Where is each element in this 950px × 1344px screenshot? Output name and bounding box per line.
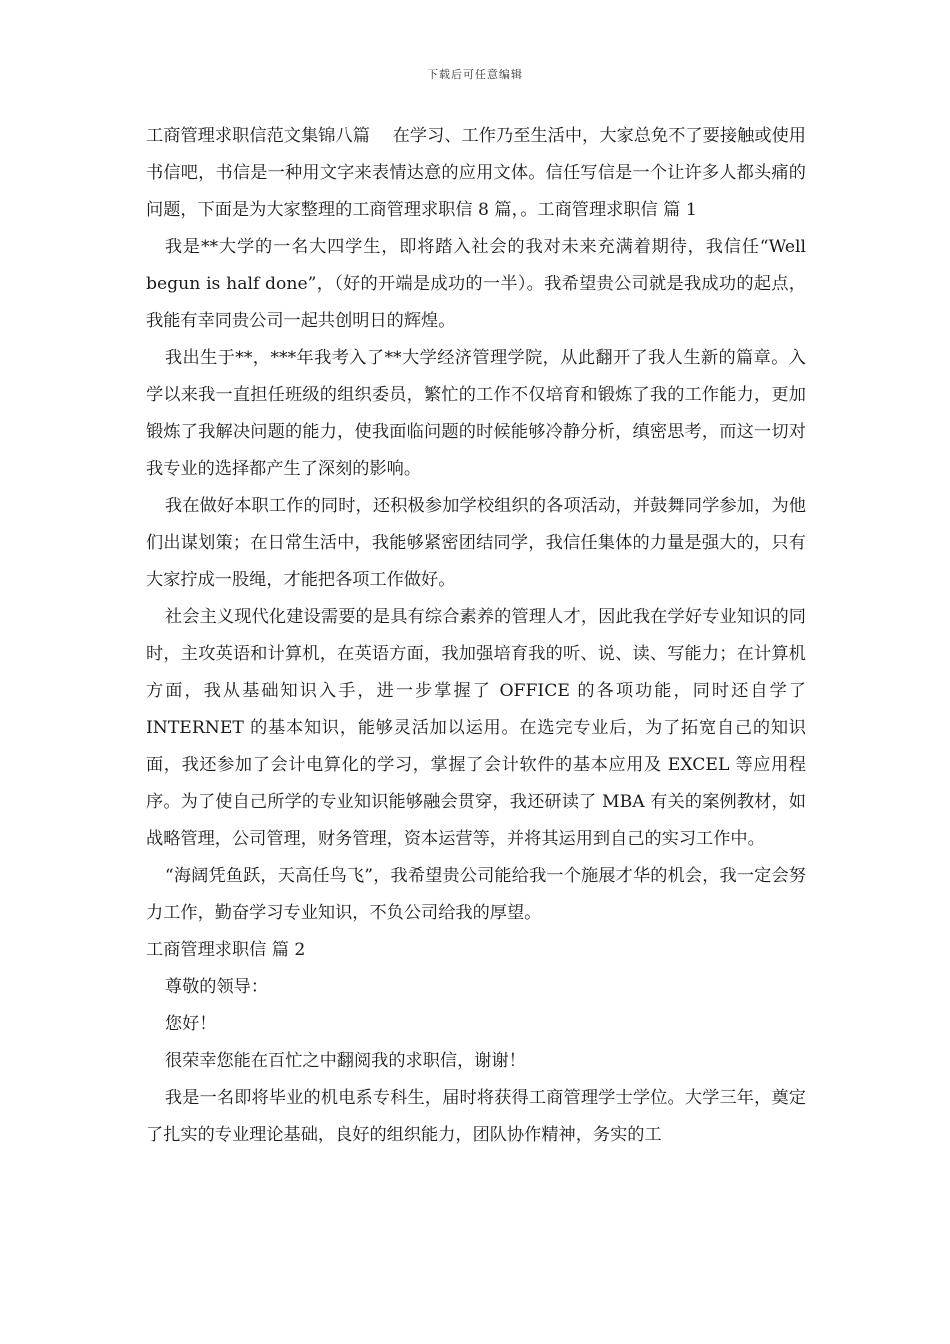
letter1-paragraph-5: “海阔凭鱼跃，天高任鸟飞”，我希望贵公司能给我一个施展才华的机会，我一定会努力工作，勤奋学习专业知识，不负公司给我的厚望。 — [146, 866, 806, 923]
page-header-note: 下载后可任意编辑 — [427, 68, 523, 81]
letter2-heading: 工商管理求职信 篇 2 — [146, 940, 306, 960]
letter1-paragraph-4: 社会主义现代化建设需要的是具有综合素养的管理人才，因此我在学好专业知识的同时，主攻英语和计算机，在英语方面，我加强培育我的听、说、读、写能力；在计算机方面，我从基础知识入手，进一步掌握了 OFFICE 的各项功能，同时还自学了 INTERNET 的基本知识，能够灵活加以运用。在选完专业后，为了拓宽自己的知识面，我还参加了会计电算化的学习，掌握了会计软件的基本应用及 EXCEL 等应用程序。为了使自己所学的专业知识能够融会贯穿，我还研读了 MBA 有关的案例教材，如战略管理，公司管理，财务管理，资本运营等，并将其运用到自己的实习工作中。 — [146, 607, 806, 849]
letter2-paragraph-1: 我是一名即将毕业的机电系专科生，届时将获得工商管理学士学位。大学三年，奠定了扎实的专业理论基础，良好的组织能力，团队协作精神，务实的工 — [146, 1088, 806, 1145]
letter1-paragraph-2: 我出生于**，***年我考入了**大学经济管理学院，从此翻开了我人生新的篇章。入学以来我一直担任班级的组织委员，繁忙的工作不仅培育和锻炼了我的工作能力，更加锻炼了我解决问题的能力，使我面临问题的时候能够冷静分析，缜密思考，而这一切对我专业的选择都产生了深刻的影响。 — [146, 348, 806, 479]
letter2-salutation: 尊敬的领导： — [164, 977, 269, 997]
letter2-greeting: 您好！ — [164, 1014, 217, 1034]
intro-paragraph: 工商管理求职信范文集锦八篇 在学习、工作乃至生活中，大家总免不了要接触或使用书信吧，书信是一种用文字来表情达意的应用文体。信任写信是一个让许多人都头痛的问题，下面是为大家整理的工商管理求职信 8 篇，。工商管理求职信 篇 1 — [146, 126, 806, 220]
letter1-paragraph-1: 我是**大学的一名大四学生，即将踏入社会的我对未来充满着期待，我信任“Well begun is half done”，（好的开端是成功的一半）。我希望贵公司就是我成功的起点，我能有幸同贵公司一起共创明日的辉煌。 — [146, 237, 806, 331]
document-body — [146, 118, 806, 1154]
letter1-paragraph-3: 我在做好本职工作的同时，还积极参加学校组织的各项活动，并鼓舞同学参加，为他们出谋划策；在日常生活中，我能够紧密团结同学，我信任集体的力量是强大的，只有大家拧成一股绳，才能把各项工作做好。 — [146, 496, 806, 590]
letter2-thanks: 很荣幸您能在百忙之中翻阅我的求职信，谢谢！ — [164, 1051, 526, 1071]
